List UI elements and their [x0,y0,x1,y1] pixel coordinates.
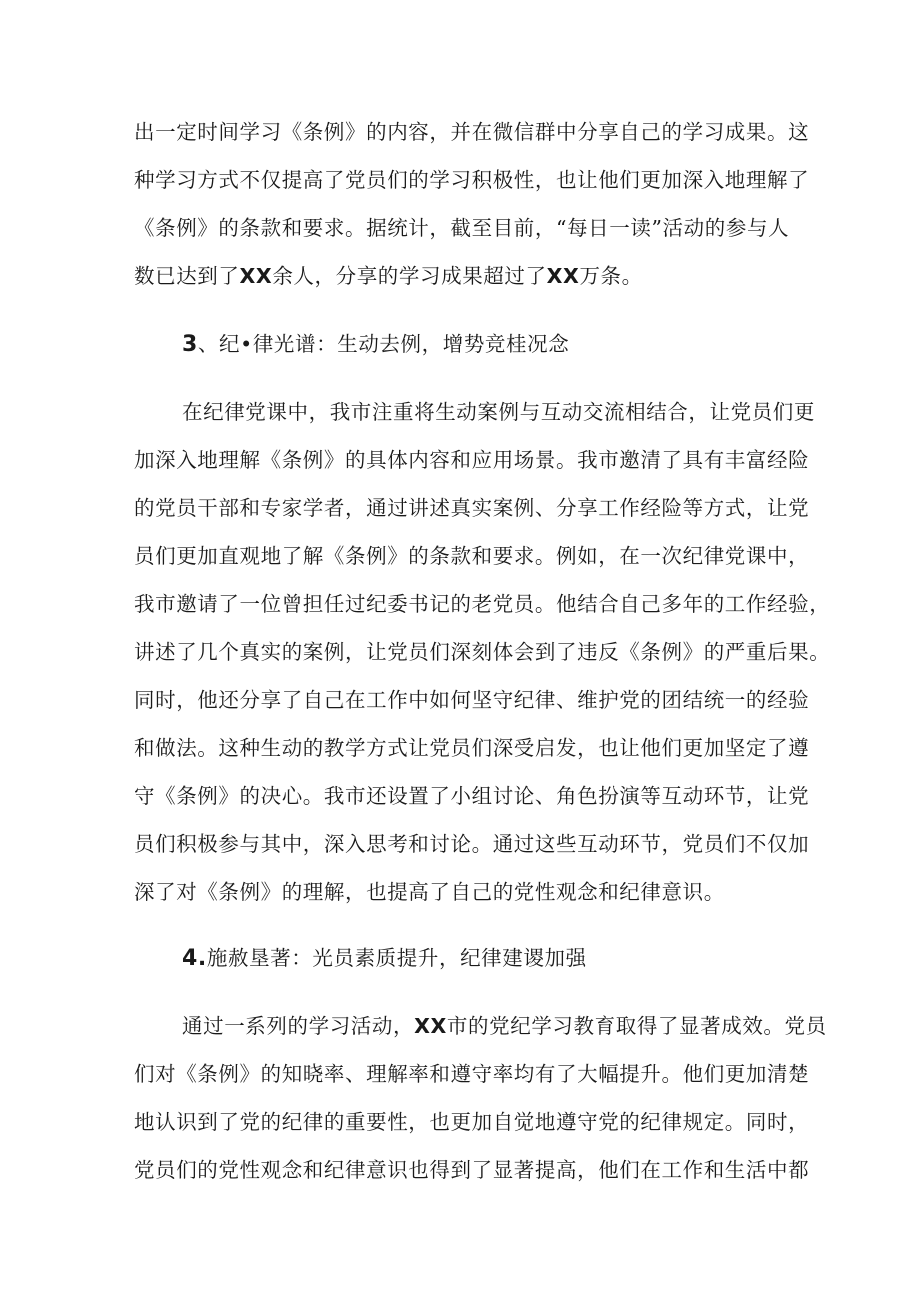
paragraph-line [182,1014,827,1038]
text-run: 市的党纪学习教育取得了显著成效。党员 [446,1014,827,1038]
paragraph-line [134,264,643,288]
placeholder-xx: XX [414,1014,447,1038]
text-run: 数已达到了 [134,264,240,288]
section-heading-3 [182,332,569,357]
paragraph-line: 员们积极参与其中，深入思考和讨论。通过这些互动环节，党员们不仅加 [134,832,810,856]
paragraph-line: 我市邀请了一位曾担任过纪委书记的老党员。他结合自己多年的工作经验， [134,592,831,616]
paragraph-line: 地认识到了党的纪律的重要性，也更加自觉地遵守党的纪律规定。同时， [134,1110,810,1134]
paragraph-line: 在纪律党课中，我市注重将生动案例与互动交流相结合，让党员们更 [182,400,815,424]
paragraph-line: 守《条例》的决心。我市还设置了小组讨论、角色扮演等互动环节，让党 [134,784,810,808]
paragraph-line: 讲述了几个真实的案例，让党员们深刻体会到了违反《条例》的严重后果。 [134,640,831,664]
paragraph-line: 种学习方式不仅提高了党员们的学习积极性，也让他们更加深入地理解了 [134,168,810,192]
section-heading-4 [182,946,587,971]
heading-number: 4. [182,946,207,971]
heading-number: 3 [182,332,198,357]
paragraph-line: 员们更加直观地了解《条例》的条款和要求。例如，在一次纪律党课中， [134,544,810,568]
paragraph-line: 《条例》的条款和要求。据统计，截至目前，“每日一读”活动的参与人 [134,216,790,240]
text-run: 万条。 [579,264,643,288]
heading-text: 施赦垦著：光员素质提升，纪律建谡加强 [206,946,587,970]
paragraph-line: 加深入地理解《条例》的具体内容和应用场景。我市邀清了具有丰富经险 [134,448,810,472]
placeholder-xx: XX [546,264,580,288]
text-run: 余人，分享的学习成果超过了 [272,264,547,288]
text-run: 通过一系列的学习活动， [182,1014,415,1038]
paragraph-line: 党员们的党性观念和纪律意识也得到了显著提高，他们在工作和生活中都 [134,1158,810,1182]
paragraph-line: 们对《条例》的知晓率、理解率和遵守率均有了大幅提升。他们更加清楚 [134,1062,810,1086]
paragraph-line: 的党员干部和专家学者，通过讲述真实案例、分享工作经险等方式，让党 [134,496,810,520]
paragraph-line: 和做法。这种生动的教学方式让党员们深受启发，也让他们更加坚定了遵 [134,736,810,760]
placeholder-xx: XX [239,264,273,288]
paragraph-line: 深了对《条例》的理解，也提高了自己的党性观念和纪律意识。 [134,880,725,904]
heading-text: 、纪•律光谱：生动去例，增势竞桂况念 [197,332,570,356]
paragraph-line: 同时，他还分享了自己在工作中如何坚守纪律、维护党的团结统一的经验 [134,688,810,712]
paragraph-line: 出一定时间学习《条例》的内容，并在微信群中分享自己的学习成果。这 [134,120,810,144]
